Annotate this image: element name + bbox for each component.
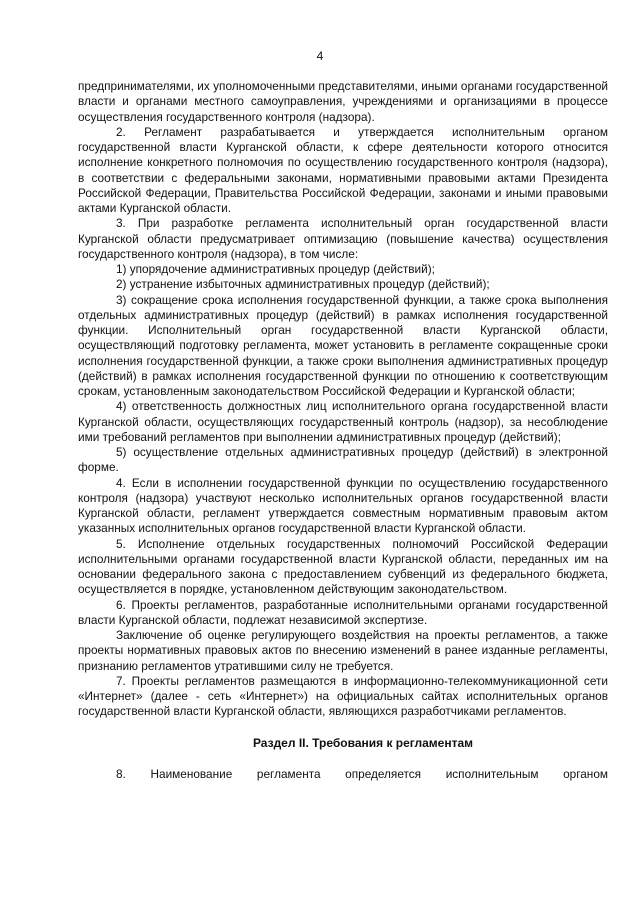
section-spacer-top [78,720,608,736]
paragraph-item-4: 4. Если в исполнении государственной функции по осуществлению государственного контроля (надзора) участвуют несколько исполнительных органов государственной власти Курганской области, регламент утверждается совместным нормативным правовым актом указанных исполнительных органов государственной власти Курганской области. [78,475,608,536]
page-number: 4 [316,49,324,63]
paragraph-subitem-3: 3) сокращение срока исполнения государственной функции, а также срока выполнения отдельных административных процедур (действий) в рамках исполнения государственной функции. Исполнительный орган государственной власти Курганской области, осуществляющий подготовку регламента, может установить в регламенте сокращенные сроки исполнения государственной функции, а также сроки выполнения административных процедур (действий) в рамках исполнения государственной функции по отношению к соответствующим срокам, установленным законодательством Российской Федерации и Курганской области; [78,292,608,398]
paragraph-item-3: 3. При разработке регламента исполнительный орган государственной власти Курганской области предусматривает оптимизацию (повышение качества) осуществления государственного контроля (надзора), в том числе: [78,216,608,261]
paragraph-item-6: 6. Проекты регламентов, разработанные исполнительными органами государственной власти Курганской области, подлежат независимой экспертизе. [78,597,608,627]
paragraph-subitem-1: 1) упорядочение административных процедур (действий); [116,262,435,276]
paragraph-item-8: 8. Наименование регламента определяется исполнительным органом [116,766,608,781]
paragraph-subitem-5: 5) осуществление отдельных административных процедур (действий) в электронной форме. [78,445,608,475]
paragraph-item-7: 7. Проекты регламентов размещаются в информационно-телекоммуникационной сети «Интернет» (далее - сеть «Интернет») на официальных сайтах исполнительных органов государственной власти Курганской области, являющихся разработчиками регламентов. [78,673,608,719]
section-title: Раздел II. Требования к регламентам [252,735,474,750]
paragraph-item-5: 5. Исполнение отдельных государственных полномочий Российской Федерации исполнительными органами государственной власти Курганской области, переданных им на основании федерального закона с предоставлением субвенций из федерального бюджета, осуществляется в порядке, установленном действующим законодательством. [78,536,608,597]
paragraph-conclusion: Заключение об оценке регулирующего воздействия на проекты регламентов, а также проекты нормативных правовых актов по внесению изменений в ранее изданные регламенты, признанию регламентов утратившими силу не требуется. [78,628,608,673]
paragraph-subitem-2: 2) устранение избыточных административных процедур (действий); [116,277,490,292]
paragraph-subitem-4: 4) ответственность должностных лиц исполнительного органа государственной власти Курганской области, осуществляющих государственный контроль (надзор), за несоблюдение ими требований регламентов при выполнении административных процедур (действий); [78,399,608,444]
paragraph-item-2: 2. Регламент разрабатывается и утверждается исполнительным органом государственной власти Курганской области, к сфере деятельности которого относится исполнение конкретного полномочия по осуществлению государственного контроля (надзора), в соответствии с федеральными законами, нормативными правовыми актами Президента Российской Федерации, Правительства Российской Федерации, законами и иными правовыми актами Курганской области. [78,124,608,215]
section-spacer-bottom [78,751,608,767]
paragraph-continuation: предпринимателями, их уполномоченными представителями, иными органами государственной власти и органами местного самоуправления, учреждениями и организациями в процессе осуществления государственного контроля (надзора). [78,79,608,124]
document-body [78,79,608,782]
